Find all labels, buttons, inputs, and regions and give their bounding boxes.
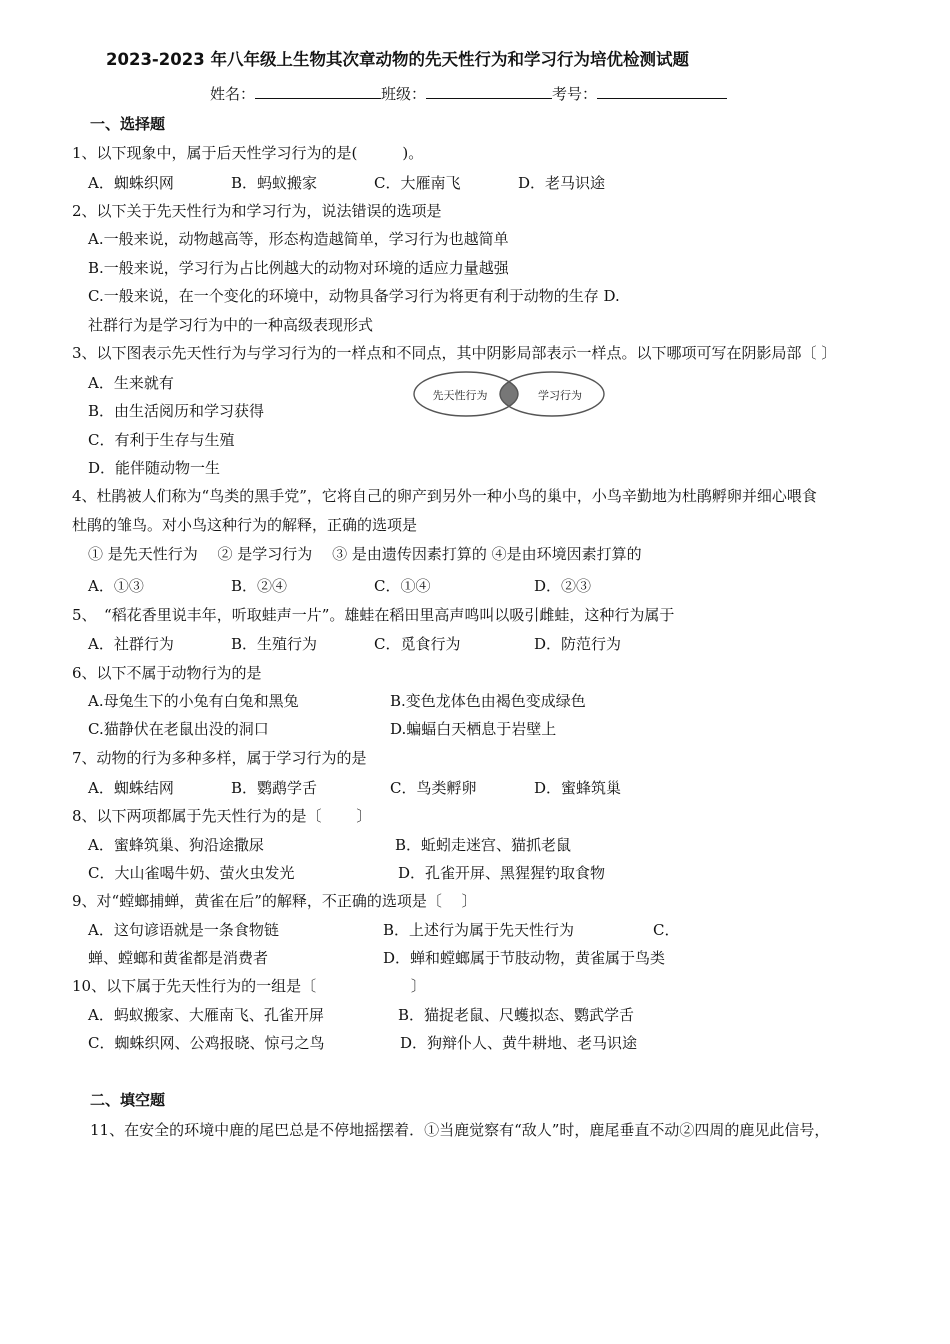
question-4-option-b: B．②④ xyxy=(231,577,288,595)
venn-right-label: 学习行为 xyxy=(538,389,582,402)
question-10-option-a: A．蚂蚁搬家、大雁南飞、孔雀开屏 xyxy=(88,1006,324,1024)
question-7-option-a: A．蜘蛛结网 xyxy=(88,779,174,797)
class-blank[interactable] xyxy=(426,84,552,99)
question-10-option-b: B．猫捉老鼠、尺蠖拟态、鹦武学舌 xyxy=(398,1006,635,1024)
question-6-option-b: B.变色龙体色由褐色变成绿色 xyxy=(390,692,586,710)
student-info-line xyxy=(210,84,727,104)
question-2-stem: 2、以下关于先天性行为和学习行为，说法错误的选项是 xyxy=(72,202,442,220)
question-6-option-d: D.蝙蝠白天栖息于岩壁上 xyxy=(390,720,557,738)
question-1-option-c: C．大雁南飞 xyxy=(374,174,461,192)
question-8-option-d: D．孔雀开屏、黑猩猩钓取食物 xyxy=(398,864,606,882)
question-9-option-d: D．蝉和螳螂属于节肢动物，黄雀属于鸟类 xyxy=(383,949,666,967)
question-9-option-c: 蝉、螳螂和黄雀都是消费者 xyxy=(88,949,269,967)
question-4-option-a: A．①③ xyxy=(88,577,144,595)
question-7-option-c: C．鸟类孵卵 xyxy=(390,779,477,797)
question-10-option-d: D．狗辩仆人、黄牛耕地、老马识途 xyxy=(400,1034,638,1052)
question-9-option-c-label: C． xyxy=(653,921,680,939)
question-9-option-b: B．上述行为属于先天性行为 xyxy=(383,921,575,939)
question-7-option-d: D．蜜蜂筑巢 xyxy=(534,779,622,797)
question-4-option-c: C．①④ xyxy=(374,577,431,595)
question-3-option-d: D．能伴随动物一生 xyxy=(88,459,221,477)
question-8-option-a: A．蜜蜂筑巢、狗沿途撒尿 xyxy=(88,836,264,854)
question-3-stem: 3、以下图表示先天性行为与学习行为的一样点和不同点，其中阴影局部表示一样点。以下哪项可写在阴影局部〔 〕 xyxy=(72,344,837,362)
question-2-option-a: A.一般来说，动物越高等，形态构造越简单，学习行为也越简单 xyxy=(88,230,509,248)
question-5-option-c: C．觅食行为 xyxy=(374,635,461,653)
question-3-option-c: C．有利于生存与生殖 xyxy=(88,431,235,449)
question-7-option-b: B．鹦鹉学舌 xyxy=(231,779,318,797)
question-2-option-b: B.一般来说，学习行为占比例越大的动物对环境的适应力量越强 xyxy=(88,259,509,277)
question-1-stem: 1、以下现象中，属于后天性学习行为的是( )。 xyxy=(72,144,424,162)
name-blank[interactable] xyxy=(255,84,381,99)
question-1-option-b: B．蚂蚁搬家 xyxy=(231,174,318,192)
question-4-stem-line1: 4、杜鹃被人们称为“鸟类的黑手党”，它将自己的卵产到另外一种小鸟的巢中，小鸟辛勤地为杜鹃孵卵并细心喂食 xyxy=(72,487,817,505)
question-10-option-c: C．蜘蛛织网、公鸡报晓、惊弓之鸟 xyxy=(88,1034,325,1052)
question-7-stem: 7、动物的行为多种多样，属于学习行为的是 xyxy=(72,749,367,767)
question-8-option-c: C．大山雀喝牛奶、萤火虫发光 xyxy=(88,864,295,882)
section-heading-choice: 一、选择题 xyxy=(90,115,166,133)
question-2-option-d: 社群行为是学习行为中的一种高级表现形式 xyxy=(88,316,374,334)
question-4-stem-line2: 杜鹃的雏鸟。对小鸟这种行为的解释，正确的选项是 xyxy=(72,516,418,534)
exam-number-label: 考号： xyxy=(552,85,598,103)
page-title: 2023-2023 年八年级上生物其次章动物的先天性行为和学习行为培优检测试题 xyxy=(106,50,689,69)
question-5-option-b: B．生殖行为 xyxy=(231,635,318,653)
venn-left-label: 先天性行为 xyxy=(432,389,488,402)
section-heading-fill-in: 二、填空题 xyxy=(90,1091,166,1109)
question-4-option-d: D．②③ xyxy=(534,577,592,595)
question-1-option-a: A．蜘蛛织网 xyxy=(88,174,174,192)
question-8-stem: 8、以下两项都属于先天性行为的是〔 〕 xyxy=(72,807,372,825)
question-1-option-d: D．老马识途 xyxy=(518,174,606,192)
question-5-stem: 5、 “稻花香里说丰年，听取蛙声一片”。雄蛙在稻田里高声鸣叫以吸引雌蛙，这种行为属于 xyxy=(72,606,675,624)
question-4-statements: ① 是先天性行为 ② 是学习行为 ③ 是由遗传因素打算的 ④是由环境因素打算的 xyxy=(88,545,642,563)
question-11-stem: 11、在安全的环境中鹿的尾巴总是不停地摇摆着．①当鹿觉察有“敌人”时，鹿尾垂直不动②四周的鹿见此信号， xyxy=(90,1121,830,1139)
question-5-option-d: D．防范行为 xyxy=(534,635,622,653)
question-6-stem: 6、以下不属于动物行为的是 xyxy=(72,664,262,682)
question-2-option-c: C.一般来说，在一个变化的环境中，动物具备学习行为将更有利于动物的生存 D. xyxy=(88,287,620,305)
question-3-option-b: B．由生活阅历和学习获得 xyxy=(88,402,265,420)
question-10-stem: 10、以下属于先天性行为的一组是〔 〕 xyxy=(72,977,426,995)
name-label: 姓名： xyxy=(210,85,256,103)
question-5-option-a: A．社群行为 xyxy=(88,635,174,653)
question-3-option-a: A．生来就有 xyxy=(88,374,174,392)
class-label: 班级： xyxy=(381,85,427,103)
question-8-option-b: B．蚯蚓走迷宫、猫抓老鼠 xyxy=(395,836,572,854)
question-6-option-c: C.猫静伏在老鼠出没的洞口 xyxy=(88,720,269,738)
venn-diagram xyxy=(412,369,608,419)
question-9-option-a: A．这句谚语就是一条食物链 xyxy=(88,921,279,939)
question-9-stem: 9、对“螳螂捕蝉，黄雀在后”的解释，不正确的选项是〔 〕 xyxy=(72,892,477,910)
question-6-option-a: A.母兔生下的小兔有白兔和黑兔 xyxy=(88,692,299,710)
exam-number-blank[interactable] xyxy=(597,84,727,99)
